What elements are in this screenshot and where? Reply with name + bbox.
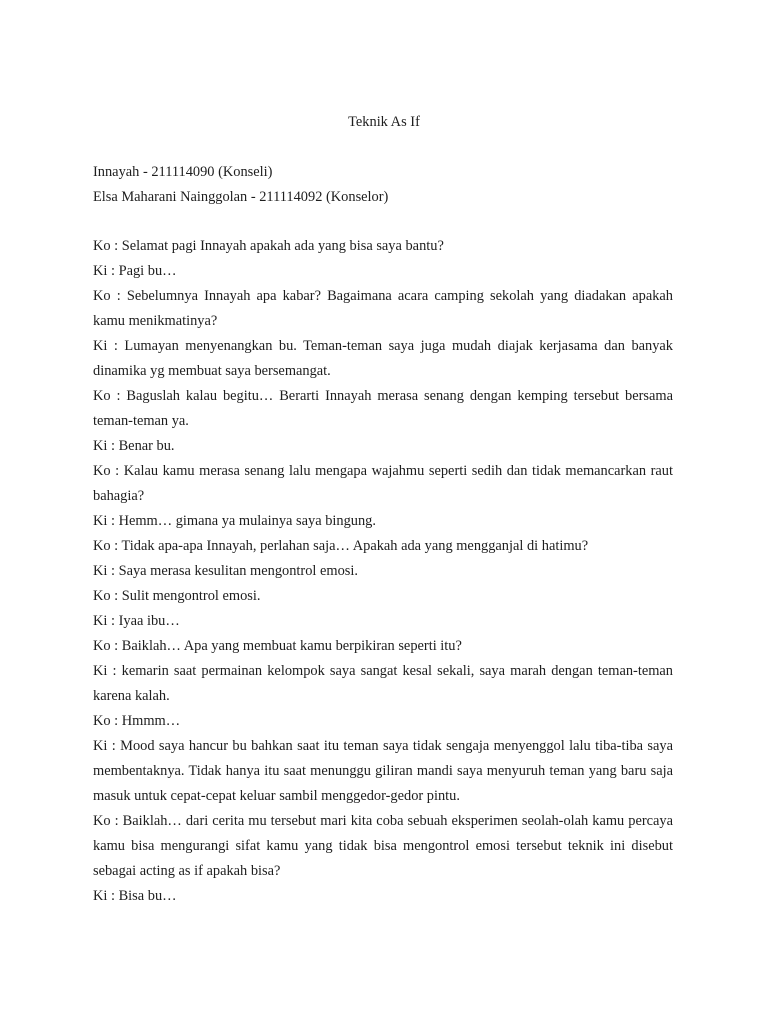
dialog-line: Ko : Baiklah… dari cerita mu tersebut mari kita coba sebuah eksperimen seolah-olah kamu percaya kamu bisa mengurangi sifat kamu yang tidak bisa mengontrol emosi tersebut teknik ini disebut sebagai acting as if apakah bisa? [93,813,673,879]
participant-konseli: Innayah - 211114090 (Konseli) [93,164,273,180]
dialog-line: Ki : Iyaa ibu… [93,613,180,629]
dialog-line: Ko : Hmmm… [93,713,181,729]
dialog-line: Ki : Bisa bu… [93,888,177,904]
dialog-line: Ko : Kalau kamu merasa senang lalu mengapa wajahmu seperti sedih dan tidak memancarkan raut bahagia? [93,463,673,504]
dialog-line: Ko : Baguslah kalau begitu… Berarti Innayah merasa senang dengan kemping tersebut bersama teman-teman ya. [93,388,673,429]
dialog-line: Ki : Pagi bu… [93,263,177,279]
dialog-line: Ki : Benar bu. [93,438,175,454]
document-title: Teknik As If [348,114,420,130]
participants-block [93,160,673,210]
dialog-block [93,234,673,909]
dialog-line: Ko : Tidak apa-apa Innayah, perlahan saja… Apakah ada yang mengganjal di hatimu? [93,538,589,554]
dialog-line: Ki : Hemm… gimana ya mulainya saya bingung. [93,513,376,529]
dialog-line: Ki : Lumayan menyenangkan bu. Teman-teman saya juga mudah diajak kerjasama dan banyak dinamika yg membuat saya bersemangat. [93,338,673,379]
dialog-line: Ko : Sebelumnya Innayah apa kabar? Bagaimana acara camping sekolah yang diadakan apakah kamu menikmatinya? [93,288,673,329]
dialog-line: Ki : Mood saya hancur bu bahkan saat itu teman saya tidak sengaja menyenggol lalu tiba-tiba saya membentaknya. Tidak hanya itu saat menunggu giliran mandi saya menyuruh teman yang baru saja masuk untuk cepat-cepat keluar sambil menggedor-gedor pintu. [93,738,673,804]
dialog-line: Ki : Saya merasa kesulitan mengontrol emosi. [93,563,358,579]
dialog-line: Ko : Selamat pagi Innayah apakah ada yang bisa saya bantu? [93,238,444,254]
dialog-line: Ki : kemarin saat permainan kelompok saya sangat kesal sekali, saya marah dengan teman-teman karena kalah. [93,663,673,704]
dialog-line: Ko : Sulit mengontrol emosi. [93,588,261,604]
participant-konselor: Elsa Maharani Nainggolan - 211114092 (Konselor) [93,189,389,205]
dialog-line: Ko : Baiklah… Apa yang membuat kamu berpikiran seperti itu? [93,638,462,654]
